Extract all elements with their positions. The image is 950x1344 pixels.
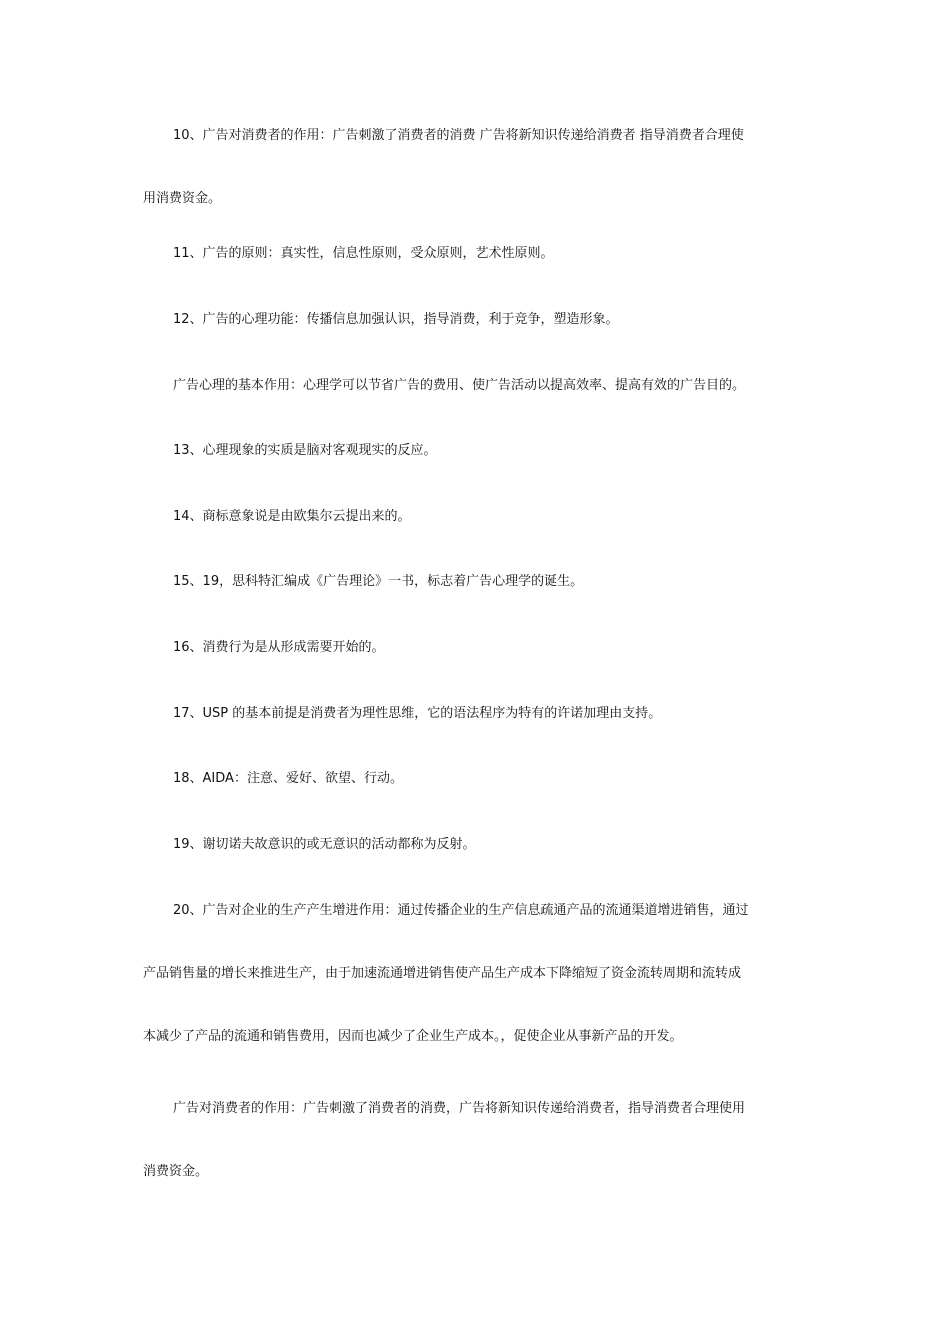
paragraph-psychology-role	[143, 376, 807, 396]
paragraph-17	[143, 704, 807, 724]
paragraph-13	[143, 441, 807, 461]
paragraph-line: 16、消费行为是从形成需要开始的。	[173, 640, 385, 655]
paragraph-16	[143, 638, 807, 658]
paragraph-line: 14、商标意象说是由欧集尔云提出来的。	[173, 509, 411, 524]
paragraph-line: 产品销售量的增长来推进生产，由于加速流通增进销售使产品生产成本下降缩短了资金流转周期和流转成	[143, 966, 742, 981]
paragraph-14	[143, 507, 807, 527]
paragraph-19	[143, 835, 807, 855]
paragraph-line: 本减少了产品的流通和销售费用，因而也减少了企业生产成本。，促使企业从事新产品的开发。	[143, 1029, 683, 1044]
paragraph-10	[143, 126, 807, 209]
paragraph-12	[143, 310, 807, 330]
paragraph-line: 17、USP 的基本前提是消费者为理性思维，它的语法程序为特有的许诺加理由支持。	[173, 706, 662, 721]
paragraph-20	[143, 901, 807, 1047]
paragraph-11	[143, 244, 807, 264]
paragraph-line: 用消费资金。	[143, 191, 222, 206]
paragraph-18	[143, 769, 807, 789]
paragraph-line: 广告对消费者的作用：广告刺激了消费者的消费，广告将新知识传递给消费者，指导消费者合理使用	[173, 1101, 746, 1116]
paragraph-line: 20、广告对企业的生产产生增进作用：通过传播企业的生产信息疏通产品的流通渠道增进销售，通过	[173, 903, 749, 918]
paragraph-line: 19、谢切诺夫故意识的或无意识的活动都称为反射。	[173, 837, 476, 852]
paragraph-consumer-role	[143, 1099, 807, 1182]
paragraph-line: 18、AIDA：注意、爱好、欲望、行动。	[173, 771, 403, 786]
paragraph-line: 10、广告对消费者的作用：广告刺激了消费者的消费 广告将新知识传递给消费者 指导消费者合理使	[173, 128, 744, 143]
paragraph-line: 12、广告的心理功能：传播信息加强认识，指导消费，利于竞争，塑造形象。	[173, 312, 619, 327]
paragraph-line: 广告心理的基本作用：心理学可以节省广告的费用、使广告活动以提高效率、提高有效的广告目的。	[173, 378, 746, 393]
paragraph-line: 消费资金。	[143, 1164, 209, 1179]
paragraph-line: 15、19，思科特汇编成《广告理论》一书，标志着广告心理学的诞生。	[173, 574, 584, 589]
paragraph-line: 11、广告的原则：真实性，信息性原则，受众原则，艺术性原则。	[173, 246, 554, 261]
paragraph-line: 13、心理现象的实质是脑对客观现实的反应。	[173, 443, 437, 458]
paragraph-15	[143, 572, 807, 592]
